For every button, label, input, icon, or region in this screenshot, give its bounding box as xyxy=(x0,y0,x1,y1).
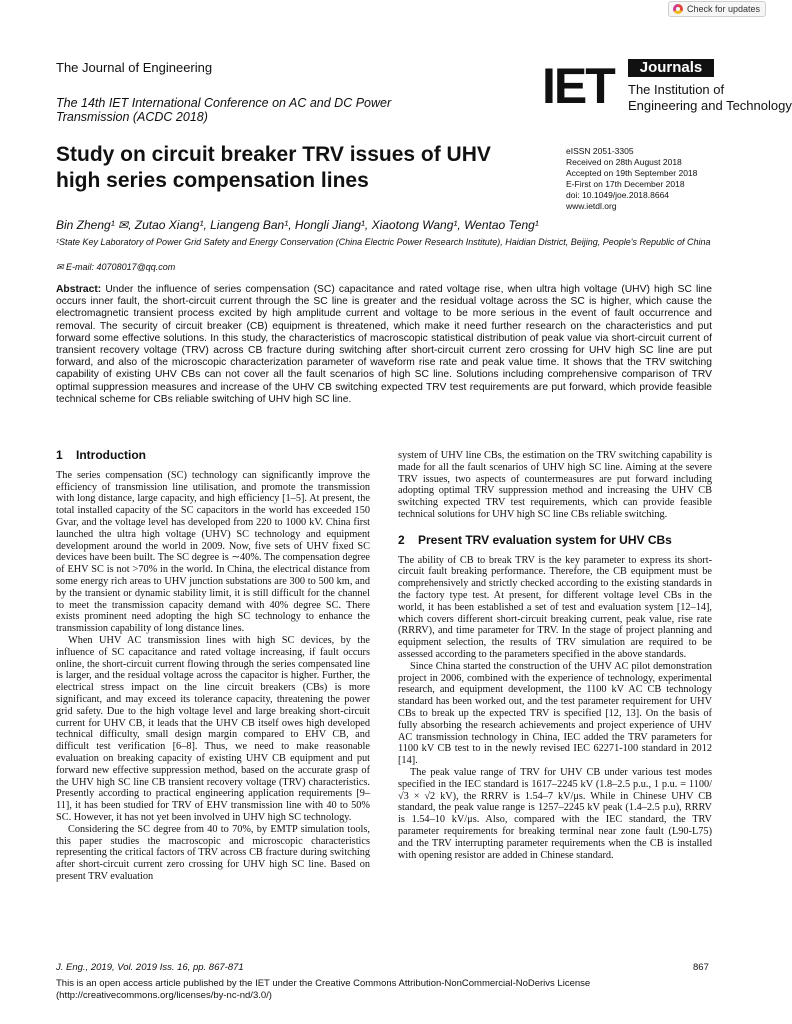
license-notice xyxy=(56,978,736,1002)
section-1-paragraph-3: Considering the SC degree from 40 to 70%, by EMTP simulation tools, this paper studies the macroscopic and microscopic characteristics representing the critical factors of TRV across CB fracture during switching after short-circuit current zero crossing for UHV high SC line. Based on present TRV evaluation xyxy=(56,823,370,882)
paper-title-line-2: high series compensation lines xyxy=(56,169,369,192)
right-column xyxy=(398,450,712,861)
conference-line-1: The 14th IET International Conference on AC and DC Power xyxy=(56,96,392,110)
section-1-title: Introduction xyxy=(76,448,146,462)
iet-journals-logo xyxy=(540,58,792,122)
section-1-number: 1 xyxy=(56,448,63,462)
affiliation: ¹State Key Laboratory of Power Grid Safety and Energy Conservation (China Electric Power Research Institute), Haidian District, Beijing, People's Republic of China xyxy=(56,237,711,247)
section-2-title: Present TRV evaluation system for UHV CBs xyxy=(418,532,672,547)
section-1-paragraph-3-continued: system of UHV line CBs, the estimation on the TRV switching capability is made for all the fault scenarios of UHV high SC line. Aiming at the severe TRV issues, two aspects of countermeasures are put forward including adopting optimal TRV suppression method and increasing the UHV CB switching expected TRV test requirements, which can provide feasible technical solutions for UHV high SC line CBs reliable switching. xyxy=(398,450,712,520)
section-2-heading xyxy=(398,532,712,547)
author-list: Bin Zheng¹ ✉, Zutao Xiang¹, Liangeng Ban¹, Hongli Jiang¹, Xiaotong Wang¹, Wentao Teng¹ xyxy=(56,218,539,232)
corresponding-email[interactable]: ✉ E-mail: 40708017@qq.com xyxy=(56,262,176,272)
journal-name: The Journal of Engineering xyxy=(56,60,213,75)
journals-banner: Journals xyxy=(628,59,714,77)
accepted-date: Accepted on 19th September 2018 xyxy=(566,168,698,178)
institution-line-1: The Institution of xyxy=(628,82,725,97)
efirst-date: E-First on 17th December 2018 xyxy=(566,179,685,189)
footer-citation: J. Eng., 2019, Vol. 2019 Iss. 16, pp. 867-871 xyxy=(56,962,244,973)
iet-logo-letters: IET xyxy=(542,58,614,114)
check-for-updates-label: Check for updates xyxy=(687,4,761,14)
left-column xyxy=(56,450,370,883)
received-date: Received on 28th August 2018 xyxy=(566,157,682,167)
crossmark-icon xyxy=(673,4,683,14)
institution-name xyxy=(628,82,792,114)
section-1-heading xyxy=(56,450,370,462)
publication-metadata xyxy=(566,146,736,212)
section-1-paragraph-1: The series compensation (SC) technology can significantly improve the efficiency of transmission line utilisation, and promote the transmission with long distance, large capacity, and high efficiency [1–5]. At present, the total installed capacity of the SC capacitors in the world has exceeded 150 Gvar, and the voltage level has developed from 220 to 1000 kV. China first launched the ultra high voltage (UHV) SC technology and equipment development around the world in 2009. Now, five sets of UHV fixed SC devices have been built. The SC degree is ∼40%. The compensation degree of EHV SC is not >70% in the world. In China, the electrical distance from some energy rich areas to UHV junction substations are 300 to 500 km, and by the transient or dynamic stability limit, it is still difficult for the channel to meet the transmission capacity demand with 40% degree SC. There exists prominent need adopting the high SC technology to enhance the transmission capability of long distance lines. xyxy=(56,469,370,635)
paper-title-line-1: Study on circuit breaker TRV issues of UHV xyxy=(56,143,491,166)
abstract-label: Abstract: xyxy=(56,284,102,295)
institution-line-2: Engineering and Technology xyxy=(628,98,792,113)
section-2-paragraph-1: The ability of CB to break TRV is the key parameter to express its short-circuit fault breaking performance. Therefore, the CB equipment must be comprehensively and strictly checked according to the existing standards in the factory type test. At present, for different voltage level CBs in the world, it has been established a set of test and evaluation system [12–14], which covers different short-circuit breaking current, peak value, rise rate (RRRV), and time parameter for TRV. In the stage of project planning and equipment selection, the results of TRV simulation are required to be assessed according to the parameters specified in the above standards. xyxy=(398,554,712,660)
ietdl-link[interactable]: www.ietdl.org xyxy=(566,201,617,211)
section-2-paragraph-3: The peak value range of TRV for UHV CB under various test modes specified in the IEC standard is 1617–2245 kV (1.8–2.5 p.u., 1 p.u. = 1100/√3 × √2 kV), the RRRV is 1.54–7 kV/μs. While in Chinese UHV CB standard, the peak value range is 1257–2245 kV peak (1.4–2.5 p.u), RRRV is 1.54–10 kV/μs. Also, compared with the IEC standard, the TRV parameter requirements for breaking terminal near zone fault (L90-L75) and the TRV interrupting parameter requirements when the CB is installed with opening resistor are added in Chinese standard. xyxy=(398,766,712,861)
abstract xyxy=(56,284,712,406)
eissn: eISSN 2051-3305 xyxy=(566,146,634,156)
abstract-text: Under the influence of series compensation (SC) capacitance and rated voltage rise, when ultra high voltage (UHV) high SC line occurs inner fault, the short-circuit current through the SC line is greater and the residual voltage across the SC is higher, which cause the electromagnetic transient process excited by high amplitude current and voltage to be more serious in the event of fault occurrence and removal. The security of circuit breaker (CB) equipment is threatened, which make it need further research on the characteristics and put forward some effective solutions. In this study, the characteristics of macroscopic statistical distribution of peak value via short-circuit current of transient recovery voltage (TRV) across CB fracture during switching after short-circuit current zero crossing for UHV high SC line are put forward, and also of the microscopic characterization parameter of waveform rise rate and peak value time. It shows that the TRV switching capability of existing UHV CBs can not cover all the fault scenarios of high SC line. Solutions including comprehensive comparison of TRV optimal suppression measures and increase of the UHV CB switching expected TRV test requirements are put forward, which provide feasible technical scheme for CBs reliable switching of UHV high SC line. xyxy=(56,284,712,405)
check-for-updates-badge[interactable] xyxy=(668,1,766,17)
license-line-1: This is an open access article published by the IET under the Creative Commons Attribution-NonCommercial-NoDerivs License xyxy=(56,978,591,989)
doi[interactable]: doi: 10.1049/joe.2018.8664 xyxy=(566,190,670,200)
section-1-paragraph-2: When UHV AC transmission lines with high SC devices, by the influence of SC capacitance and rated voltage increasing, if fault occurs online, the short-circuit current flowing through the series compensated line is larger, and the residual voltage across the capacitor is higher. Further, the electrical stress impact on the line circuit breakers (CBs) is more significant, and may exceed its tolerance capacity, threatening the power grid safety. Due to the high voltage level and large breaking short-circuit current for UHV CB, it leads that the UHV CB itself owes high developed technical difficulty, small design margin compared to EHV CB, and difficult test verification [6–8]. Thus, we need to make reasonable evaluation on breaking capacity of existing UHV CB equipment and put forward new effective suppression method, based on the accurate grasp of the UHV high SC line CB transient recovery voltage (TRV) characteristics. Presently according to practical engineering application requirements [9–11], it has been studied for TRV of EHV transmission line with 40 to 50% SC. However, it has not yet been involved in UHV high SC technology. xyxy=(56,634,370,823)
section-2-paragraph-2: Since China started the construction of the UHV AC pilot demonstration project in 2006, combined with the experience of technology, experimental research, and equipment development, the 1100 kV AC CB technology standard has been worked out, and the test parameter requirement for UHV CBs to break up the expected TRV is specified [12, 13]. On the basis of fully absorbing the research achievements and project experience of UHV AC transmission technology in China, IEC added the TRV parameters for 1100 kV CB test to in the newly revised IEC 62271-100 standard in 2012 [14]. xyxy=(398,660,712,767)
license-link[interactable]: (http://creativecommons.org/licenses/by-nc-nd/3.0/) xyxy=(56,990,272,1001)
conference-name xyxy=(56,96,456,124)
section-2-number: 2 xyxy=(398,532,405,547)
conference-line-2: Transmission (ACDC 2018) xyxy=(56,110,208,124)
paper-title xyxy=(56,142,526,194)
page-number: 867 xyxy=(693,962,709,973)
